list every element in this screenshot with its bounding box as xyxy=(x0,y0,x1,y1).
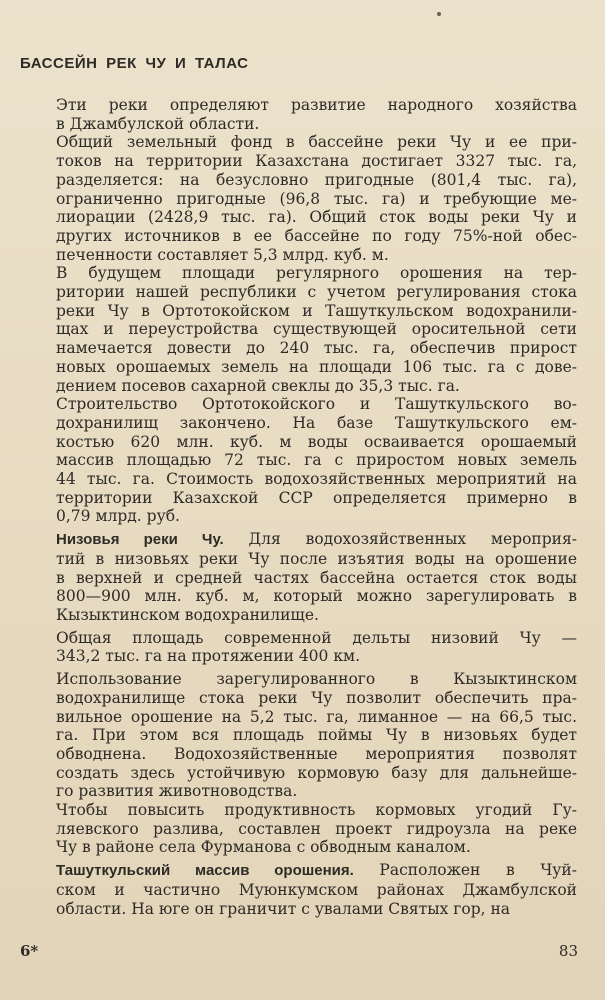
line-text: в Джамбулской области. xyxy=(56,114,260,133)
text-line xyxy=(56,414,577,433)
text-line xyxy=(56,745,577,764)
signature-mark: 6* xyxy=(20,942,39,960)
line-text: га. При этом вся площадь поймы Чу в низовьях будет xyxy=(56,726,577,745)
paragraph xyxy=(56,264,577,395)
line-text: разделяется: на безусловно пригодные (801,4 тыс. га), xyxy=(56,170,577,189)
paragraph xyxy=(56,96,577,133)
line-text: обводнена. Водохозяйственные мероприятия позволят xyxy=(56,744,577,763)
text-line xyxy=(56,820,577,839)
text-line xyxy=(56,606,577,625)
print-speck xyxy=(437,12,441,16)
text-line xyxy=(56,647,577,666)
line-text: новых орошаемых земель на площади 106 тыс. га с дове- xyxy=(56,357,577,376)
text-line xyxy=(56,433,577,452)
line-text: реки Чу в Ортотокойском и Ташуткульском водохранили- xyxy=(56,301,577,320)
text-line xyxy=(56,550,577,569)
text-line xyxy=(56,881,577,900)
line-text: Чу в районе села Фурманова с обводным каналом. xyxy=(56,838,471,857)
line-text: других источников в ее бассейне по году 75%-ной обес- xyxy=(56,226,577,245)
line-text: тий в низовьях реки Чу после изъятия воды на орошение xyxy=(56,549,577,568)
text-line xyxy=(56,708,577,727)
line-text: дением посевов сахарной свеклы до 35,3 тыс. га. xyxy=(56,376,460,395)
run-in-heading: Ташуткульский массив орошения. xyxy=(56,862,354,880)
line-text: щах и переустройства существующей оросительной сети xyxy=(56,320,577,339)
line-text: Общая площадь современной дельты низовий Чу — xyxy=(56,628,577,647)
text-line xyxy=(56,489,577,508)
text-line xyxy=(56,670,577,689)
text-line xyxy=(56,801,577,820)
line-text: территории Казахской ССР определяется примерно в xyxy=(56,488,577,507)
line-text: костью 620 млн. куб. м воды осваивается орошаемый xyxy=(56,432,577,451)
line-text: 800—900 млн. куб. м, который можно зарегулировать в xyxy=(56,587,577,606)
text-line xyxy=(56,587,577,606)
line-text: Строительство Ортотокойского и Ташуткульского во- xyxy=(56,395,577,414)
paragraph xyxy=(56,861,577,918)
text-line xyxy=(56,569,577,588)
text-line xyxy=(56,689,577,708)
paragraph xyxy=(56,395,577,526)
line-text: Для водохозяйственных мероприя- xyxy=(223,530,577,549)
text-line xyxy=(56,227,577,246)
line-text: ритории нашей республики с учетом регулирования стока xyxy=(56,283,577,302)
line-text: Эти реки определяют развитие народного хозяйства xyxy=(56,96,577,114)
line-text: ляевского разлива, составлен проект гидроузла на реке xyxy=(56,819,577,838)
text-line xyxy=(56,133,577,152)
line-text: дохранилищ закончено. На базе Ташуткульского ем- xyxy=(56,413,577,432)
text-line xyxy=(56,838,577,857)
text-line xyxy=(56,470,577,489)
text-line xyxy=(56,451,577,470)
paragraph xyxy=(56,801,577,857)
line-text: токов на территории Казахстана достигает 3327 тыс. га, xyxy=(56,152,577,171)
text-line xyxy=(56,358,577,377)
paragraph xyxy=(56,530,577,625)
text-line xyxy=(56,208,577,227)
text-line xyxy=(56,726,577,745)
line-text: 0,79 млрд. руб. xyxy=(56,507,180,526)
line-text: ском и частично Муюнкумском районах Джамбулской xyxy=(56,880,577,899)
text-line xyxy=(56,246,577,265)
text-line xyxy=(56,96,577,115)
line-text: Общий земельный фонд в бассейне реки Чу и ее при- xyxy=(56,133,577,152)
text-line xyxy=(56,507,577,526)
line-text: Расположен в Чуй- xyxy=(353,861,577,880)
line-text: создать здесь устойчивую кормовую базу для дальнейше- xyxy=(56,763,577,782)
line-text: ограниченно пригодные (96,8 тыс. га) и требующие ме- xyxy=(56,189,577,208)
line-text: области. На юге он граничит с увалами Святых гор, на xyxy=(56,899,511,918)
line-text: Использование зарегулированного в Кызыктинском xyxy=(56,670,577,689)
text-line xyxy=(56,152,577,171)
line-text: вильное орошение на 5,2 тыс. га, лиманное — на 66,5 тыс. xyxy=(56,707,577,726)
section-heading: БАССЕЙН РЕК ЧУ И ТАЛАС xyxy=(20,55,249,72)
text-line xyxy=(56,264,577,283)
line-text: в верхней и средней частях бассейна остается сток воды xyxy=(56,568,577,587)
line-text: Кызыктинском водохранилище. xyxy=(56,605,319,624)
paragraph xyxy=(56,629,577,666)
text-line xyxy=(56,629,577,648)
text-line xyxy=(56,115,577,134)
line-text: лиорации (2428,9 тыс. га). Общий сток воды реки Чу и xyxy=(56,208,577,227)
line-text: водохранилище стока реки Чу позволит обеспечить пра- xyxy=(56,688,577,707)
paragraph xyxy=(56,133,577,264)
text-line xyxy=(56,320,577,339)
page-number: 83 xyxy=(558,942,578,960)
paragraph xyxy=(56,670,577,801)
line-text: го развития животноводства. xyxy=(56,782,298,801)
text-line xyxy=(56,339,577,358)
text-line xyxy=(56,395,577,414)
text-line xyxy=(56,283,577,302)
text-line xyxy=(56,782,577,801)
text-line xyxy=(56,900,577,919)
text-line xyxy=(56,190,577,209)
run-in-heading: Низовья реки Чу. xyxy=(56,531,224,549)
line-text: 44 тыс. га. Стоимость водохозяйственных мероприятий на xyxy=(56,470,577,489)
page-body xyxy=(56,96,577,918)
line-text: массив площадью 72 тыс. га с приростом новых земель xyxy=(56,451,577,470)
text-line xyxy=(56,171,577,190)
text-line xyxy=(56,377,577,396)
line-text: 343,2 тыс. га на протяжении 400 км. xyxy=(56,647,361,666)
text-line xyxy=(56,764,577,783)
line-text: В будущем площади регулярного орошения на тер- xyxy=(56,264,577,283)
line-text: Чтобы повысить продуктивность кормовых угодий Гу- xyxy=(56,801,577,820)
line-text: печенности составляет 5,3 млрд. куб. м. xyxy=(56,245,389,264)
text-line xyxy=(56,530,577,550)
text-line xyxy=(56,861,577,881)
line-text: намечается довести до 240 тыс. га, обеспечив прирост xyxy=(56,339,577,358)
text-line xyxy=(56,302,577,321)
